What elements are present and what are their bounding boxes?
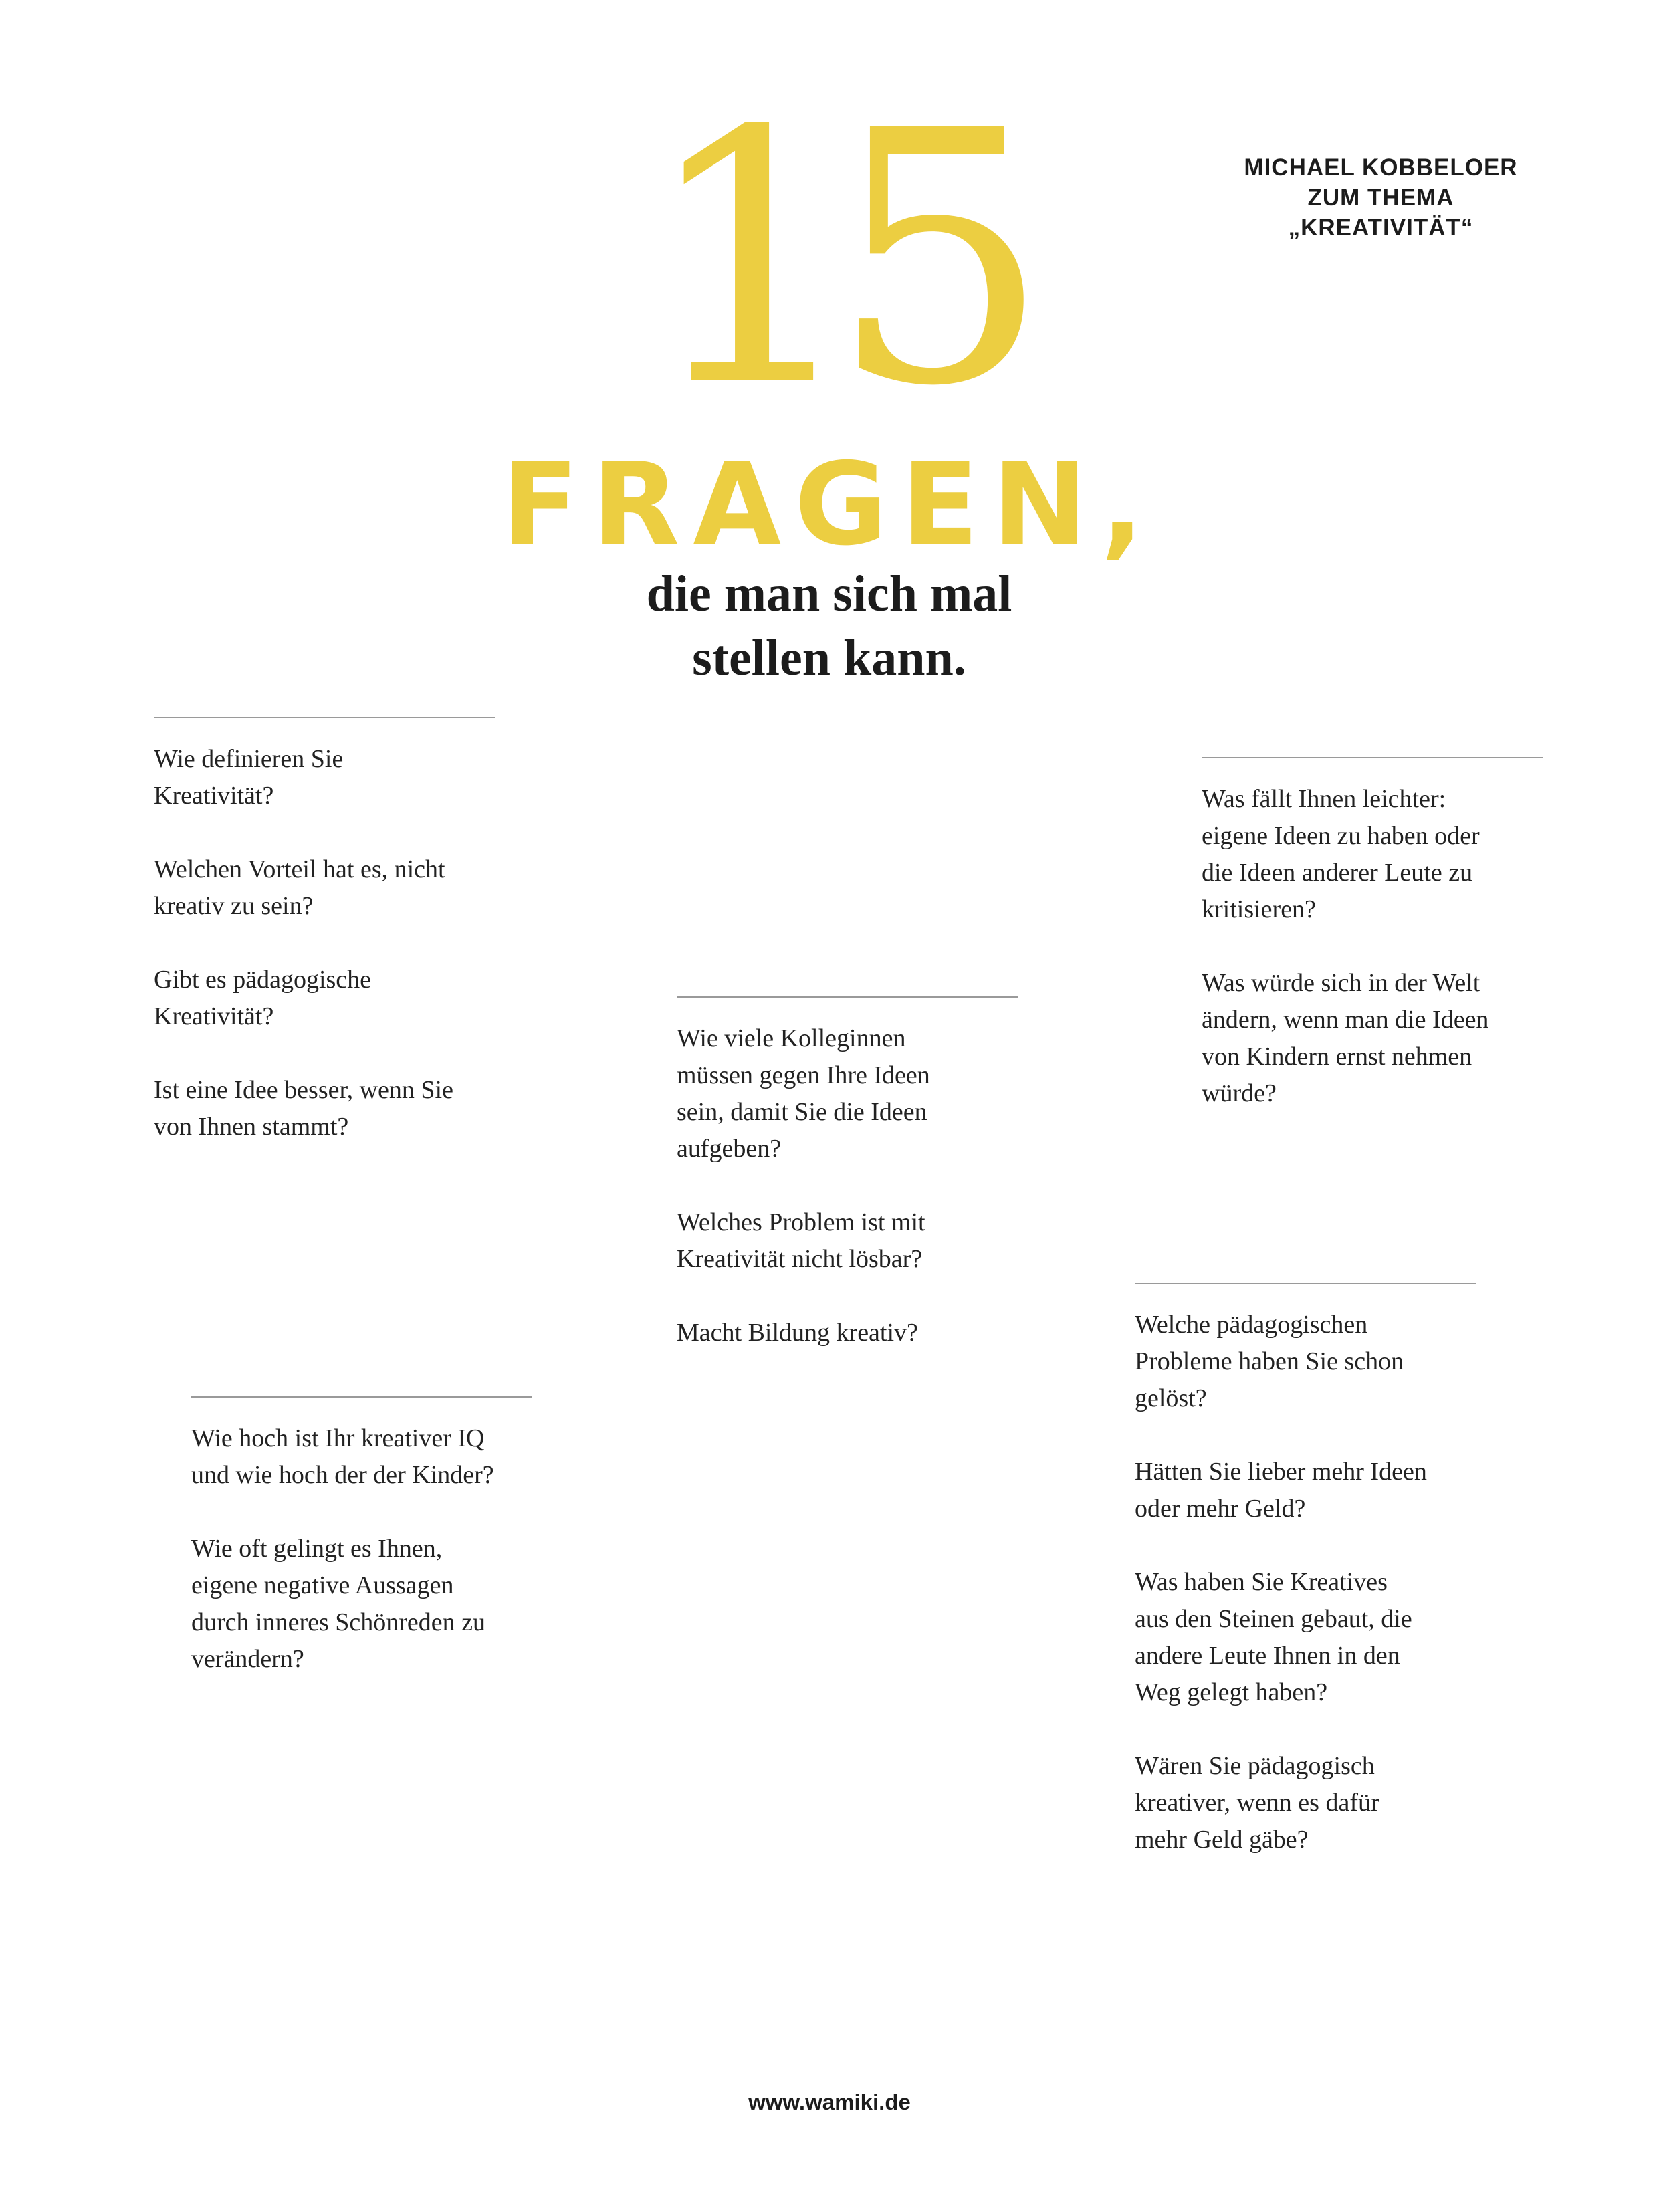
- question: Was haben Sie Kreatives aus den Steinen gebaut, die andere Leute Ihnen in den Weg gelegt haben?: [1135, 1568, 1412, 1706]
- question: Wie oft gelingt es Ihnen, eigene negative Aussagen durch inneres Schönreden zu verändern?: [191, 1535, 486, 1673]
- title-number: 15: [641, 57, 1017, 462]
- author-topic: „KREATIVITÄT“: [1288, 215, 1474, 241]
- question: Welches Problem ist mit Kreativität nicht lösbar?: [677, 1208, 925, 1273]
- question-block-left-bottom: [191, 1396, 532, 1678]
- divider-rule: [154, 717, 495, 718]
- question: Was fällt Ihnen leichter: eigene Ideen zu haben oder die Ideen anderer Leute zu kritisieren?: [1202, 785, 1480, 923]
- question-block-left-top: [154, 717, 495, 1145]
- subtitle-line-2: stellen kann.: [692, 630, 966, 686]
- divider-rule: [1135, 1283, 1476, 1284]
- question-block-right-bottom: [1135, 1283, 1476, 1858]
- author-topic-label: ZUM THEMA: [1307, 185, 1454, 211]
- divider-rule: [1202, 757, 1543, 758]
- question: Wären Sie pädagogisch kreativer, wenn es dafür mehr Geld gäbe?: [1135, 1752, 1379, 1854]
- divider-rule: [677, 996, 1018, 998]
- subtitle-line-1: die man sich mal: [646, 566, 1012, 622]
- question-block-middle: [677, 996, 1018, 1351]
- question: Was würde sich in der Welt ändern, wenn man die Ideen von Kindern ernst nehmen würde?: [1202, 969, 1489, 1107]
- title-word: FRAGEN,: [501, 439, 1157, 571]
- author-credit: [1224, 152, 1538, 243]
- question: Wie hoch ist Ihr kreativer IQ und wie hoch der der Kinder?: [191, 1424, 494, 1489]
- question: Hätten Sie lieber mehr Ideen oder mehr Geld?: [1135, 1458, 1427, 1523]
- divider-rule: [191, 1396, 532, 1398]
- question: Wie viele Kolleginnen müssen gegen Ihre Ideen sein, damit Sie die Ideen aufgeben?: [677, 1024, 930, 1163]
- question: Gibt es pädagogische Kreativität?: [154, 966, 372, 1030]
- author-name: MICHAEL KOBBELOER: [1244, 154, 1518, 181]
- subtitle: [562, 562, 1097, 690]
- question: Welchen Vorteil hat es, nicht kreativ zu sein?: [154, 855, 445, 920]
- question: Welche pädagogischen Probleme haben Sie schon gelöst?: [1135, 1311, 1404, 1412]
- question: Ist eine Idee besser, wenn Sie von Ihnen stammt?: [154, 1076, 453, 1141]
- footer-url: www.wamiki.de: [748, 2090, 911, 2114]
- question: Wie definieren Sie Kreativität?: [154, 745, 344, 810]
- question: Macht Bildung kreativ?: [677, 1319, 918, 1347]
- question-block-right-top: [1202, 757, 1543, 1112]
